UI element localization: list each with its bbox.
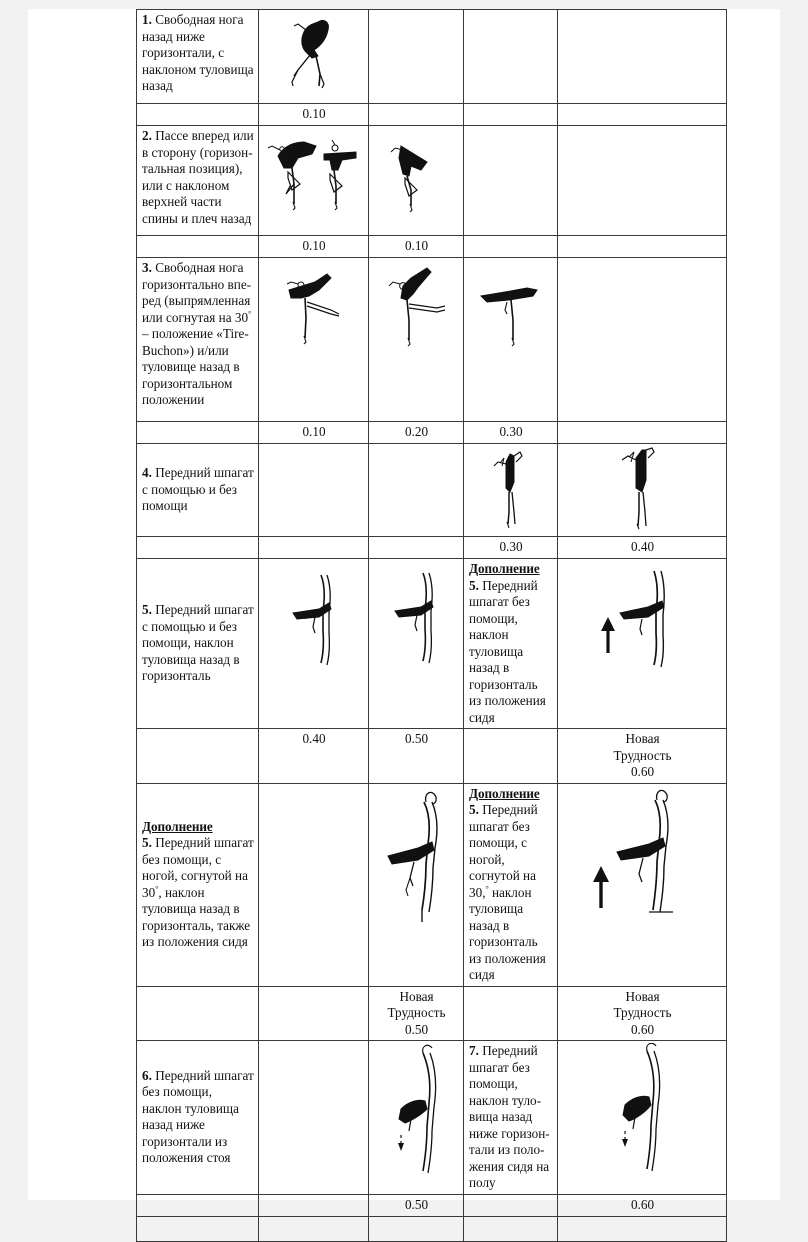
row-4-figure-4 [558,444,727,537]
row-4-value-4: 0.40 [558,537,727,559]
row-6-figure-4 [558,783,727,986]
row-2-figure-1 [259,126,369,236]
degree-symbol-icon: ° [155,884,159,894]
row-3-figure-3 [464,258,558,422]
row-3-value-2: 0.20 [369,422,464,444]
addition-label: Дополнение [142,818,213,834]
table-row-values [137,729,727,784]
table-row-values [137,1194,727,1216]
row-6-value-2 [369,986,464,1041]
row-5-value-0 [137,729,259,784]
row-4-text: Передний шпагат с помощью и без помощи [142,465,254,514]
row-2-value-4 [558,236,727,258]
new-difficulty-line-1: Новая [625,988,660,1004]
row-4-value-1 [259,537,369,559]
row-6-text-a: Передний шпагат без помощи, с ногой, согнутой на 30 [142,835,254,900]
row-2-text: Пассе вперед или в сторону (горизон-тальная позиция), или с наклоном верхней части спины и плеч назад [142,128,254,226]
row-7-description [137,1041,259,1195]
row-2-value-3 [464,236,558,258]
new-difficulty-value: 0.60 [630,764,655,779]
row-2-cell-4 [464,126,558,236]
table-row [137,10,727,104]
difficulty-table [136,9,727,1242]
row-7-value-4: 0.60 [558,1194,727,1216]
addition-label: Дополнение [469,785,540,801]
row-3-text-b: – положение «Tire-Buchon») и/или туловище назад в горизонтальном положении [142,326,249,407]
row-3-figure-1 [259,258,369,422]
degree-symbol-icon: ° [248,309,252,319]
row-6-addition-number: 5. [469,802,479,817]
row-3-value-3: 0.30 [464,422,558,444]
row-3-text-a: Свободная нога горизонтально впе-ред (выпрямленная или согнутая на 30 [142,260,252,325]
row-4-cell-2 [259,444,369,537]
new-difficulty-line-2: Трудность [613,1005,672,1020]
addition-label: Дополнение [469,561,540,576]
new-difficulty-line-1: Новая [399,988,434,1004]
down-arrow-icon [622,1131,628,1147]
table-row [137,258,727,422]
row-3-value-1: 0.10 [259,422,369,444]
new-difficulty-line-2: Трудность [613,747,672,763]
up-arrow-icon [601,617,615,653]
row-1-cell-4 [464,10,558,104]
row-7-value-2: 0.50 [369,1194,464,1216]
row-1-value-4 [558,104,727,126]
new-difficulty-value: 0.60 [630,1021,655,1037]
row-1-value-2 [369,104,464,126]
row-4-description [137,444,259,537]
table-row [137,783,727,986]
row-6-description [137,783,259,986]
row-6-value-0 [137,986,259,1041]
row-6-cell-2 [259,783,369,986]
row-1-value-0 [137,104,259,126]
row-6-addition-text-a: Передний шпагат без помощи, с ногой, согнутой на 30, [469,802,538,900]
table-row-values [137,104,727,126]
row-4-value-0 [137,537,259,559]
row-7-value-0 [137,1194,259,1216]
row-1-text: Свободная нога назад ниже горизонтали, с наклоном туловища назад [142,12,254,93]
row-1-value-1: 0.10 [259,104,369,126]
new-difficulty-line-2: Трудность [387,1005,446,1020]
row-5-text: Передний шпагат с помощью и без помощи, наклон туловища назад в горизонталь [142,602,254,684]
row-3-number: 3. [142,260,152,275]
row-2-value-2: 0.10 [369,236,464,258]
row-1-figure-1 [259,10,369,104]
row-7-value-1 [259,1194,369,1216]
row-5-addition-description [464,559,558,729]
row-6-figure-2 [369,783,464,986]
row-6-value-4 [558,986,727,1041]
table-row-values [137,422,727,444]
row-3-cell-5 [558,258,727,422]
row-1-description [137,10,259,104]
up-arrow-icon [593,866,609,908]
row-7-figure-2 [369,1041,464,1195]
new-difficulty-value: 0.50 [404,1021,429,1037]
row-2-description [137,126,259,236]
row-8-cell-2 [259,1216,369,1241]
table-row [137,559,727,729]
row-8-description [137,1216,259,1241]
row-5-value-2: 0.50 [369,729,464,784]
row-7-addition-number: 7. [469,1043,479,1058]
table-row-values [137,986,727,1041]
row-5-value-3 [464,729,558,784]
row-5-addition-number: 5. [469,577,479,593]
row-4-value-3: 0.30 [464,537,558,559]
row-8-cell-5 [558,1216,727,1241]
row-7-figure-4 [558,1041,727,1195]
table-row-values [137,236,727,258]
row-7-text: Передний шпагат без помощи, наклон туловища назад ниже горизонтали из положения стоя [142,1067,254,1166]
row-4-cell-3 [369,444,464,537]
table-row [137,1041,727,1195]
row-5-figure-1 [259,559,369,729]
row-4-figure-3 [464,444,558,537]
row-5-figure-4 [558,559,727,729]
row-6-addition-description [464,783,558,986]
row-5-number: 5. [142,602,152,618]
row-7-number: 6. [142,1067,152,1083]
row-2-figure-2 [369,126,464,236]
row-1-number: 1. [142,12,152,27]
row-6-text-b: , наклон туловища назад в горизонталь, также из положения сидя [142,884,251,949]
row-6-value-1 [259,986,369,1041]
table-row-partial [137,1216,727,1241]
document-page [28,9,780,1212]
table-row-values [137,537,727,559]
row-4-number: 4. [142,465,152,481]
row-7-cell-2 [259,1041,369,1195]
degree-symbol-icon: ° [485,884,489,894]
row-5-description [137,559,259,729]
row-5-addition-text: Передний шпагат без помощи, наклон туловища назад в горизонталь из положения сидя [469,577,546,725]
row-1-value-3 [464,104,558,126]
new-difficulty-line-1: Новая [625,731,660,746]
row-8-cell-3 [369,1216,464,1241]
row-7-value-3 [464,1194,558,1216]
row-3-value-4 [558,422,727,444]
table-row [137,444,727,537]
row-5-figure-2 [369,559,464,729]
row-6-addition-text-b: наклон туловища назад в горизонталь из положения сидя [469,884,546,982]
row-6-number: 5. [142,835,152,850]
row-5-value-1: 0.40 [259,729,369,784]
row-2-value-0 [137,236,259,258]
down-arrow-icon [398,1135,404,1151]
row-1-cell-5 [558,10,727,104]
row-8-cell-4 [464,1216,558,1241]
table-row [137,126,727,236]
row-1-cell-3 [369,10,464,104]
row-6-value-3 [464,986,558,1041]
row-7-addition-text: Передний шпагат без помощи, наклон туло-вища назад ниже горизон-тали из поло-жения сидя на полу [469,1043,550,1190]
row-3-figure-2 [369,258,464,422]
row-2-number: 2. [142,128,152,143]
row-5-value-4 [558,729,727,784]
row-4-value-2 [369,537,464,559]
row-2-value-1: 0.10 [259,236,369,258]
row-7-addition-description [464,1041,558,1195]
row-3-value-0 [137,422,259,444]
row-2-cell-5 [558,126,727,236]
row-3-description [137,258,259,422]
